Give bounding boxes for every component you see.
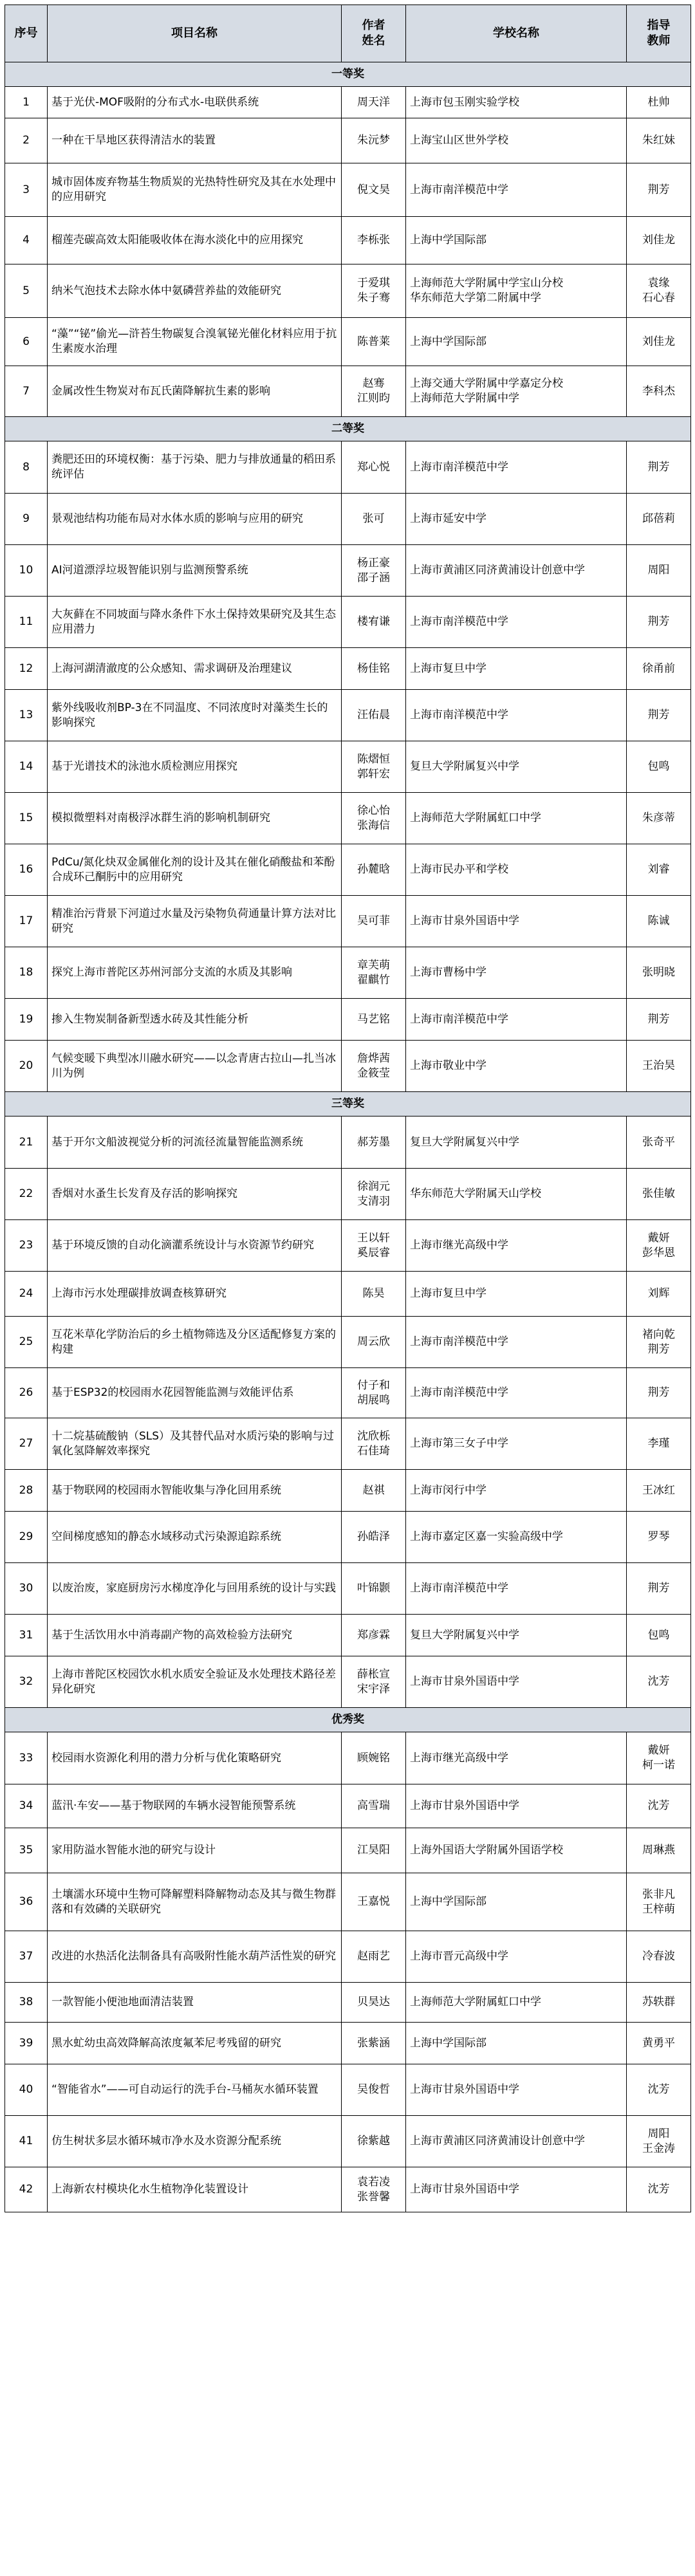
cell-seq: 40: [5, 2064, 48, 2116]
cell-teacher: 刘佳龙: [627, 217, 691, 264]
cell-seq: 18: [5, 947, 48, 999]
cell-author: 张可: [342, 494, 406, 545]
cell-project: 基于光伏-MOF吸附的分布式水-电联供系统: [48, 87, 342, 118]
cell-project: 基于物联网的校园雨水智能收集与净化回用系统: [48, 1470, 342, 1512]
table-row: [5, 1470, 691, 1512]
cell-project: 十二烷基硫酸钠（SLS）及其替代品对水质污染的影响与过氧化氢降解效率探究: [48, 1418, 342, 1470]
table-row: [5, 87, 691, 118]
cell-seq: 5: [5, 264, 48, 318]
table-row: [5, 1615, 691, 1656]
cell-author: 章芙萌 翟麒竹: [342, 947, 406, 999]
cell-project: 以废治废，家庭厨房污水梯度净化与回用系统的设计与实践: [48, 1563, 342, 1615]
cell-seq: 6: [5, 318, 48, 366]
cell-project: 一款智能小便池地面清洁装置: [48, 1983, 342, 2023]
cell-seq: 33: [5, 1732, 48, 1784]
cell-teacher: 王冰红: [627, 1470, 691, 1512]
cell-teacher: 刘辉: [627, 1272, 691, 1317]
table-row: [5, 1169, 691, 1220]
cell-seq: 27: [5, 1418, 48, 1470]
cell-school: 上海市南洋模范中学: [406, 441, 627, 494]
cell-author: 陈普莱: [342, 318, 406, 366]
cell-seq: 23: [5, 1220, 48, 1272]
cell-teacher: 袁缘 石心春: [627, 264, 691, 318]
cell-author: 陈熠恒 郭轩宏: [342, 741, 406, 793]
cell-school: 上海市第三女子中学: [406, 1418, 627, 1470]
cell-seq: 35: [5, 1828, 48, 1873]
cell-project: PdCu/氮化炔双金属催化剂的设计及其在催化硝酸盐和苯酚合成环己酮肟中的应用研究: [48, 844, 342, 896]
cell-seq: 15: [5, 793, 48, 844]
cell-author: 郝芳墨: [342, 1117, 406, 1169]
cell-seq: 32: [5, 1656, 48, 1708]
table-row: [5, 1418, 691, 1470]
cell-project: 黑水虻幼虫高效降解高浓度氟苯尼考残留的研究: [48, 2023, 342, 2064]
cell-author: 郑彦霖: [342, 1615, 406, 1656]
cell-project: 仿生树状多层水循环城市净水及水资源分配系统: [48, 2116, 342, 2167]
table-row: [5, 1512, 691, 1563]
cell-author: 徐紫越: [342, 2116, 406, 2167]
section-title: 一等奖: [5, 62, 691, 87]
header-project: 项目名称: [48, 5, 342, 62]
cell-school: 上海师范大学附属虹口中学: [406, 793, 627, 844]
cell-seq: 14: [5, 741, 48, 793]
table-row: [5, 494, 691, 545]
cell-teacher: 刘佳龙: [627, 318, 691, 366]
cell-teacher: 戴妍 柯一诺: [627, 1732, 691, 1784]
cell-teacher: 包鸣: [627, 1615, 691, 1656]
cell-teacher: 褚向乾 荆芳: [627, 1317, 691, 1368]
cell-project: 模拟微塑料对南极浮冰群生消的影响机制研究: [48, 793, 342, 844]
cell-project: 掺入生物炭制备新型透水砖及其性能分析: [48, 999, 342, 1041]
cell-seq: 7: [5, 366, 48, 417]
table-row: [5, 2023, 691, 2064]
cell-seq: 29: [5, 1512, 48, 1563]
cell-author: 吴俊哲: [342, 2064, 406, 2116]
cell-seq: 4: [5, 217, 48, 264]
cell-seq: 19: [5, 999, 48, 1041]
cell-seq: 1: [5, 87, 48, 118]
cell-school: 上海市南洋模范中学: [406, 597, 627, 648]
cell-project: 土壤濡水环境中生物可降解塑料降解物动态及其与微生物群落和有效磷的关联研究: [48, 1873, 342, 1931]
table-row: [5, 217, 691, 264]
cell-teacher: 朱红妹: [627, 118, 691, 163]
cell-seq: 34: [5, 1784, 48, 1828]
cell-author: 李栎张: [342, 217, 406, 264]
cell-project: 金属改性生物炭对布瓦氏菌降解抗生素的影响: [48, 366, 342, 417]
cell-author: 赵雨艺: [342, 1931, 406, 1983]
cell-teacher: 荆芳: [627, 1368, 691, 1418]
table-row: [5, 1828, 691, 1873]
cell-teacher: 荆芳: [627, 597, 691, 648]
cell-author: 赵祺: [342, 1470, 406, 1512]
cell-seq: 13: [5, 690, 48, 741]
cell-seq: 36: [5, 1873, 48, 1931]
cell-school: 上海市民办平和学校: [406, 844, 627, 896]
cell-seq: 28: [5, 1470, 48, 1512]
cell-author: 郑心悦: [342, 441, 406, 494]
cell-teacher: 荆芳: [627, 690, 691, 741]
cell-project: 上海河湖清澈度的公众感知、需求调研及治理建议: [48, 648, 342, 690]
cell-school: 上海市南洋模范中学: [406, 1368, 627, 1418]
cell-seq: 39: [5, 2023, 48, 2064]
cell-project: 上海市普陀区校园饮水机水质安全验证及水处理技术路径差异化研究: [48, 1656, 342, 1708]
table-row: [5, 1931, 691, 1983]
cell-teacher: 朱彦蒂: [627, 793, 691, 844]
cell-author: 詹烨茜 金筱莹: [342, 1041, 406, 1092]
section-row: [5, 417, 691, 441]
cell-seq: 25: [5, 1317, 48, 1368]
cell-author: 杨佳铭: [342, 648, 406, 690]
cell-seq: 17: [5, 896, 48, 947]
table-row: [5, 318, 691, 366]
cell-author: 江昊阳: [342, 1828, 406, 1873]
cell-seq: 10: [5, 545, 48, 597]
cell-author: 张紫涵: [342, 2023, 406, 2064]
cell-project: 纳米气泡技术去除水体中氨磷营养盐的效能研究: [48, 264, 342, 318]
cell-project: 校园雨水资源化利用的潜力分析与优化策略研究: [48, 1732, 342, 1784]
cell-author: 徐心怡 张海信: [342, 793, 406, 844]
cell-teacher: 沈芳: [627, 1784, 691, 1828]
cell-school: 上海市延安中学: [406, 494, 627, 545]
table-row: [5, 2167, 691, 2212]
cell-project: 基于ESP32的校园雨水花园智能监测与效能评估系: [48, 1368, 342, 1418]
cell-seq: 22: [5, 1169, 48, 1220]
cell-seq: 9: [5, 494, 48, 545]
cell-project: 紫外线吸收剂BP-3在不同温度、不同浓度时对藻类生长的影响探究: [48, 690, 342, 741]
cell-project: 基于生活饮用水中消毒副产物的高效检验方法研究: [48, 1615, 342, 1656]
cell-project: 蓝汛·车安——基于物联网的车辆水浸智能预警系统: [48, 1784, 342, 1828]
cell-school: 上海市南洋模范中学: [406, 1317, 627, 1368]
cell-author: 汪佑晨: [342, 690, 406, 741]
cell-project: 探究上海市普陀区苏州河部分支流的水质及其影响: [48, 947, 342, 999]
cell-author: 王嘉悦: [342, 1873, 406, 1931]
awards-table: [5, 5, 691, 2212]
section-title: 二等奖: [5, 417, 691, 441]
table-row: [5, 793, 691, 844]
table-row: [5, 1784, 691, 1828]
cell-school: 复旦大学附属复兴中学: [406, 1615, 627, 1656]
table-body: [5, 62, 691, 2212]
cell-author: 倪文昊: [342, 163, 406, 217]
cell-seq: 31: [5, 1615, 48, 1656]
cell-project: 互花米草化学防治后的乡土植物筛选及分区适配修复方案的构建: [48, 1317, 342, 1368]
cell-project: 景观池结构功能布局对水体水质的影响与应用的研究: [48, 494, 342, 545]
cell-teacher: 张明晓: [627, 947, 691, 999]
cell-teacher: 罗琴: [627, 1512, 691, 1563]
cell-school: 上海中学国际部: [406, 217, 627, 264]
cell-teacher: 李科杰: [627, 366, 691, 417]
header-school: 学校名称: [406, 5, 627, 62]
table-row: [5, 1873, 691, 1931]
cell-project: AI河道漂浮垃圾智能识别与监测预警系统: [48, 545, 342, 597]
cell-project: 家用防溢水智能水池的研究与设计: [48, 1828, 342, 1873]
cell-project: 上海市污水处理碳排放调查核算研究: [48, 1272, 342, 1317]
cell-teacher: 黄勇平: [627, 2023, 691, 2064]
cell-seq: 11: [5, 597, 48, 648]
cell-author: 周云欣: [342, 1317, 406, 1368]
cell-author: 吴可菲: [342, 896, 406, 947]
table-row: [5, 264, 691, 318]
cell-school: 上海市南洋模范中学: [406, 163, 627, 217]
cell-project: 粪肥还田的环境权衡：基于污染、肥力与排放通量的稻田系统评估: [48, 441, 342, 494]
table-row: [5, 1117, 691, 1169]
cell-school: 上海市敬业中学: [406, 1041, 627, 1092]
cell-school: 上海市复旦中学: [406, 648, 627, 690]
cell-school: 上海市甘泉外国语中学: [406, 2064, 627, 2116]
cell-school: 上海市黄浦区同济黄浦设计创意中学: [406, 545, 627, 597]
table-row: [5, 1041, 691, 1092]
cell-seq: 20: [5, 1041, 48, 1092]
cell-seq: 3: [5, 163, 48, 217]
section-row: [5, 1708, 691, 1732]
cell-school: 复旦大学附属复兴中学: [406, 1117, 627, 1169]
section-row: [5, 1092, 691, 1117]
cell-author: 王以轩 奚辰睿: [342, 1220, 406, 1272]
cell-seq: 24: [5, 1272, 48, 1317]
cell-school: 上海市曹杨中学: [406, 947, 627, 999]
cell-project: 精准治污背景下河道过水量及污染物负荷通量计算方法对比研究: [48, 896, 342, 947]
cell-school: 上海中学国际部: [406, 2023, 627, 2064]
cell-teacher: 张非凡 王梓萌: [627, 1873, 691, 1931]
cell-seq: 16: [5, 844, 48, 896]
cell-project: 大灰藓在不同坡面与降水条件下水土保持效果研究及其生态应用潜力: [48, 597, 342, 648]
table-row: [5, 844, 691, 896]
table-row: [5, 1272, 691, 1317]
cell-author: 徐润元 支清羽: [342, 1169, 406, 1220]
cell-school: 上海市黄浦区同济黄浦设计创意中学: [406, 2116, 627, 2167]
cell-school: 上海市南洋模范中学: [406, 1563, 627, 1615]
cell-seq: 30: [5, 1563, 48, 1615]
cell-project: “智能省水”——可自动运行的洗手台-马桶灰水循环装置: [48, 2064, 342, 2116]
table-row: [5, 1732, 691, 1784]
cell-school: 上海市南洋模范中学: [406, 999, 627, 1041]
table-row: [5, 163, 691, 217]
cell-author: 孙皓泽: [342, 1512, 406, 1563]
cell-teacher: 邱蓓莉: [627, 494, 691, 545]
header-teacher: 指导 教师: [627, 5, 691, 62]
cell-teacher: 荆芳: [627, 1563, 691, 1615]
section-title: 三等奖: [5, 1092, 691, 1117]
cell-author: 贝昊达: [342, 1983, 406, 2023]
cell-school: 上海师范大学附属虹口中学: [406, 1983, 627, 2023]
cell-seq: 26: [5, 1368, 48, 1418]
cell-seq: 41: [5, 2116, 48, 2167]
cell-author: 马艺铭: [342, 999, 406, 1041]
cell-project: 空间梯度感知的静态水域移动式污染源追踪系统: [48, 1512, 342, 1563]
section-title: 优秀奖: [5, 1708, 691, 1732]
cell-school: 上海交通大学附属中学嘉定分校 上海师范大学附属中学: [406, 366, 627, 417]
table-row: [5, 1983, 691, 2023]
cell-seq: 8: [5, 441, 48, 494]
cell-teacher: 周阳 王金涛: [627, 2116, 691, 2167]
cell-project: 气候变暖下典型冰川融水研究——以念青唐古拉山—扎当冰川为例: [48, 1041, 342, 1092]
cell-teacher: 王治昊: [627, 1041, 691, 1092]
table-row: [5, 1220, 691, 1272]
table-row: [5, 118, 691, 163]
cell-author: 楼宥谦: [342, 597, 406, 648]
table-row: [5, 947, 691, 999]
cell-author: 薛枨宣 宋宇泽: [342, 1656, 406, 1708]
cell-school: 上海市甘泉外国语中学: [406, 1656, 627, 1708]
cell-project: 上海新农村模块化水生植物净化装置设计: [48, 2167, 342, 2212]
cell-teacher: 周琳燕: [627, 1828, 691, 1873]
cell-seq: 38: [5, 1983, 48, 2023]
cell-school: 上海市继光高级中学: [406, 1732, 627, 1784]
cell-teacher: 包鸣: [627, 741, 691, 793]
cell-seq: 42: [5, 2167, 48, 2212]
cell-seq: 2: [5, 118, 48, 163]
cell-author: 陈昊: [342, 1272, 406, 1317]
cell-school: 上海宝山区世外学校: [406, 118, 627, 163]
cell-author: 赵骞 江则昀: [342, 366, 406, 417]
cell-teacher: 刘睿: [627, 844, 691, 896]
cell-teacher: 冷春波: [627, 1931, 691, 1983]
table-row: [5, 2064, 691, 2116]
table-row: [5, 1368, 691, 1418]
cell-school: 上海中学国际部: [406, 318, 627, 366]
cell-school: 上海市南洋模范中学: [406, 690, 627, 741]
table-row: [5, 896, 691, 947]
cell-teacher: 沈芳: [627, 2167, 691, 2212]
cell-school: 上海市甘泉外国语中学: [406, 2167, 627, 2212]
cell-teacher: 张奇平: [627, 1117, 691, 1169]
cell-project: 基于光谱技术的泳池水质检测应用探究: [48, 741, 342, 793]
cell-school: 上海中学国际部: [406, 1873, 627, 1931]
cell-school: 上海市甘泉外国语中学: [406, 1784, 627, 1828]
cell-teacher: 荆芳: [627, 441, 691, 494]
cell-teacher: 李瑾: [627, 1418, 691, 1470]
cell-author: 沈欣栎 石佳琦: [342, 1418, 406, 1470]
cell-author: 顾婉铭: [342, 1732, 406, 1784]
cell-school: 上海师范大学附属中学宝山分校 华东师范大学第二附属中学: [406, 264, 627, 318]
cell-teacher: 苏轶群: [627, 1983, 691, 2023]
cell-project: “藻”“铋”偷光—浒苔生物碳复合溴氧铋光催化材料应用于抗生素废水治理: [48, 318, 342, 366]
cell-teacher: 陈诚: [627, 896, 691, 947]
cell-author: 高雪瑞: [342, 1784, 406, 1828]
cell-school: 上海市继光高级中学: [406, 1220, 627, 1272]
cell-seq: 21: [5, 1117, 48, 1169]
cell-school: 上海市晋元高级中学: [406, 1931, 627, 1983]
table-row: [5, 366, 691, 417]
cell-teacher: 杜帅: [627, 87, 691, 118]
cell-school: 上海市闵行中学: [406, 1470, 627, 1512]
cell-project: 香烟对水蚤生长发育及存活的影响探究: [48, 1169, 342, 1220]
cell-project: 基于开尔文船波视觉分析的河流径流量智能监测系统: [48, 1117, 342, 1169]
table-row: [5, 2116, 691, 2167]
cell-teacher: 荆芳: [627, 999, 691, 1041]
table-row: [5, 545, 691, 597]
cell-project: 城市固体废弃物基生物质炭的光热特性研究及其在水处理中的应用研究: [48, 163, 342, 217]
cell-project: 改进的水热活化法制备具有高吸附性能水葫芦活性炭的研究: [48, 1931, 342, 1983]
header-row: [5, 5, 691, 62]
table-row: [5, 690, 691, 741]
cell-teacher: 沈芳: [627, 1656, 691, 1708]
cell-school: 上海市复旦中学: [406, 1272, 627, 1317]
cell-seq: 12: [5, 648, 48, 690]
cell-school: 上海市甘泉外国语中学: [406, 896, 627, 947]
cell-author: 叶锦颢: [342, 1563, 406, 1615]
header-author: 作者 姓名: [342, 5, 406, 62]
cell-author: 朱沅梦: [342, 118, 406, 163]
cell-project: 一种在干旱地区获得清洁水的装置: [48, 118, 342, 163]
cell-teacher: 徐甬前: [627, 648, 691, 690]
cell-teacher: 周阳: [627, 545, 691, 597]
cell-school: 华东师范大学附属天山学校: [406, 1169, 627, 1220]
table-row: [5, 741, 691, 793]
cell-author: 袁若凌 张誉馨: [342, 2167, 406, 2212]
table-row: [5, 999, 691, 1041]
cell-seq: 37: [5, 1931, 48, 1983]
table-row: [5, 1656, 691, 1708]
cell-teacher: 荆芳: [627, 163, 691, 217]
cell-teacher: 张佳敏: [627, 1169, 691, 1220]
cell-school: 上海市嘉定区嘉一实验高级中学: [406, 1512, 627, 1563]
cell-school: 复旦大学附属复兴中学: [406, 741, 627, 793]
table-row: [5, 441, 691, 494]
cell-project: 基于环境反馈的自动化滴灌系统设计与水资源节约研究: [48, 1220, 342, 1272]
table-row: [5, 648, 691, 690]
header-seq: 序号: [5, 5, 48, 62]
cell-author: 付子和 胡展鸣: [342, 1368, 406, 1418]
cell-teacher: 戴妍 彭华恩: [627, 1220, 691, 1272]
cell-school: 上海市包玉刚实验学校: [406, 87, 627, 118]
table-row: [5, 597, 691, 648]
cell-author: 杨正豪 邵子涵: [342, 545, 406, 597]
section-row: [5, 62, 691, 87]
table-row: [5, 1317, 691, 1368]
cell-author: 于爱琪 朱子骞: [342, 264, 406, 318]
cell-author: 周天洋: [342, 87, 406, 118]
cell-project: 榴莲壳碳高效太阳能吸收体在海水淡化中的应用探究: [48, 217, 342, 264]
cell-teacher: 沈芳: [627, 2064, 691, 2116]
cell-author: 孙麓晗: [342, 844, 406, 896]
cell-school: 上海外国语大学附属外国语学校: [406, 1828, 627, 1873]
table-row: [5, 1563, 691, 1615]
